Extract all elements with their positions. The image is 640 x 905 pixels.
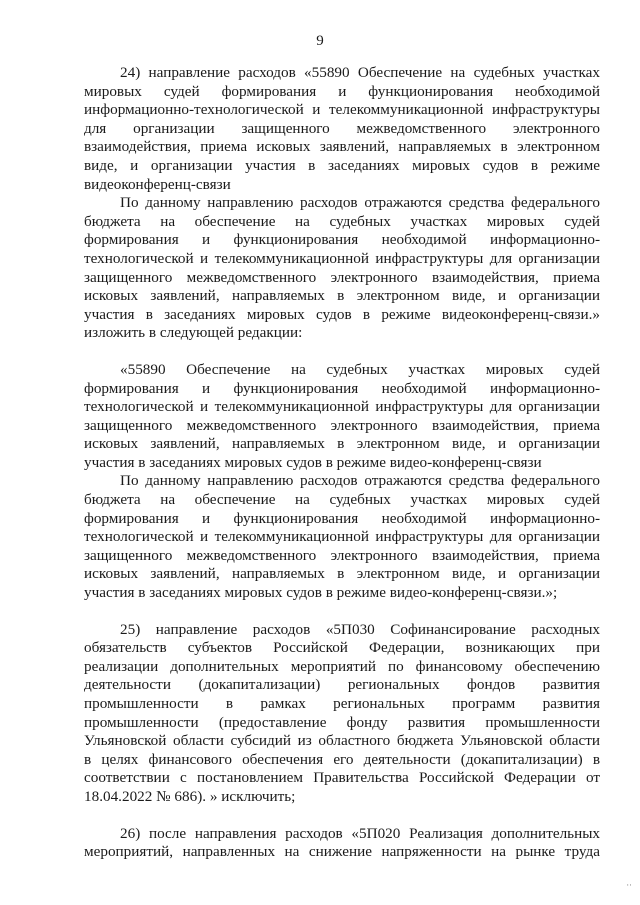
text-line: исковых заявлений, направляемых в электронном виде, и организации: [84, 565, 600, 583]
paragraph-24-description: [84, 194, 600, 343]
text-line: информационно-технологической и телекоммуникационной инфраструктуры: [84, 101, 600, 119]
text-line: в целях финансового обеспечения его деятельности (докапитализации) в: [84, 750, 600, 768]
paragraph-55890-description: [84, 472, 600, 602]
paragraph-gap: [84, 343, 600, 361]
text-line: защищенного межведомственного электронного взаимодействия, приема: [84, 416, 600, 434]
text-line: обязательств субъектов Российской Федерации, возникающих при: [84, 639, 600, 657]
paragraph-24: [84, 64, 600, 194]
text-line: 26) после направления расходов «5П020 Реализация дополнительных: [120, 824, 600, 842]
text-line: «55890 Обеспечение на судебных участках мировых судей: [120, 360, 600, 378]
text-line: 18.04.2022 № 686). » исключить;: [84, 787, 296, 805]
scan-mark: ··: [626, 881, 632, 891]
text-line: бюджета на обеспечение на судебных участках мировых судей: [84, 491, 600, 509]
text-line: для организации защищенного межведомственного электронного: [84, 119, 600, 137]
text-line: взаимодействия, приема исковых заявлений, направляемых в электронном: [84, 138, 600, 156]
text-line: защищенного межведомственного электронного взаимодействия, приема: [84, 268, 600, 286]
paragraph-25: [84, 621, 600, 807]
document-body: [84, 64, 600, 862]
text-line: технологической и телекоммуникационной инфраструктуры для организации: [84, 398, 600, 416]
paragraph-gap: [84, 807, 600, 825]
text-line: По данному направлению расходов отражаются средства федерального: [120, 472, 600, 490]
page-number: 9: [316, 33, 324, 49]
text-line: изложить в следующей редакции:: [84, 324, 303, 342]
text-line: формирования и функционирования необходимой информационно-: [84, 231, 600, 249]
text-line: защищенного межведомственного электронного взаимодействия, приема: [84, 546, 600, 564]
paragraph-gap: [84, 603, 600, 621]
text-line: исковых заявлений, направляемых в электронном виде, и организации: [84, 435, 600, 453]
paragraph-26: [84, 825, 600, 862]
text-line: 25) направление расходов «5П030 Софинансирование расходных: [120, 620, 600, 638]
text-line: По данному направлению расходов отражаются средства федерального: [120, 194, 600, 212]
text-line: Ульяновской области субсидий из областного бюджета Ульяновской области: [84, 732, 600, 750]
text-line: реализации дополнительных мероприятий по финансовому обеспечению: [84, 657, 600, 675]
text-line: технологической и телекоммуникационной инфраструктуры для организации: [84, 249, 600, 267]
text-line: промышленности в рамках региональных программ развития: [84, 695, 600, 712]
text-line: участия в заседаниях мировых судов в режиме видео-конференц-связи: [84, 453, 542, 471]
text-line: исковых заявлений, направляемых в электронном виде, и организации: [84, 287, 600, 305]
paragraph-55890: [84, 361, 600, 473]
text-line: формирования и функционирования необходимой информационно-: [84, 379, 600, 397]
text-line: промышленности (предоставление фонду развития промышленности: [84, 713, 600, 731]
text-line: деятельности (докапитализации) региональных фондов развития: [84, 676, 600, 694]
text-line: видеоконференц-связи: [84, 175, 231, 193]
text-line: участия в заседаниях мировых судов в режиме видеоконференц-связи.»: [84, 305, 600, 323]
text-line: соответствии с постановлением Правительства Российской Федерации от: [84, 769, 600, 787]
text-line: формирования и функционирования необходимой информационно-: [84, 509, 600, 527]
text-line: технологической и телекоммуникационной инфраструктуры для организации: [84, 528, 600, 546]
text-line: бюджета на обеспечение на судебных участках мировых судей: [84, 212, 600, 230]
text-line: участия в заседаниях мировых судов в режиме видео-конференц-связи.»;: [84, 584, 558, 602]
text-line: мировых судей формирования и функционирования необходимой: [84, 82, 600, 100]
text-line: мероприятий, направленных на снижение напряженности на рынке труда: [84, 843, 600, 861]
text-line: виде, и организации участия в заседаниях мировых судов в режиме: [84, 156, 600, 174]
text-line: 24) направление расходов «55890 Обеспечение на судебных участках: [120, 64, 600, 81]
